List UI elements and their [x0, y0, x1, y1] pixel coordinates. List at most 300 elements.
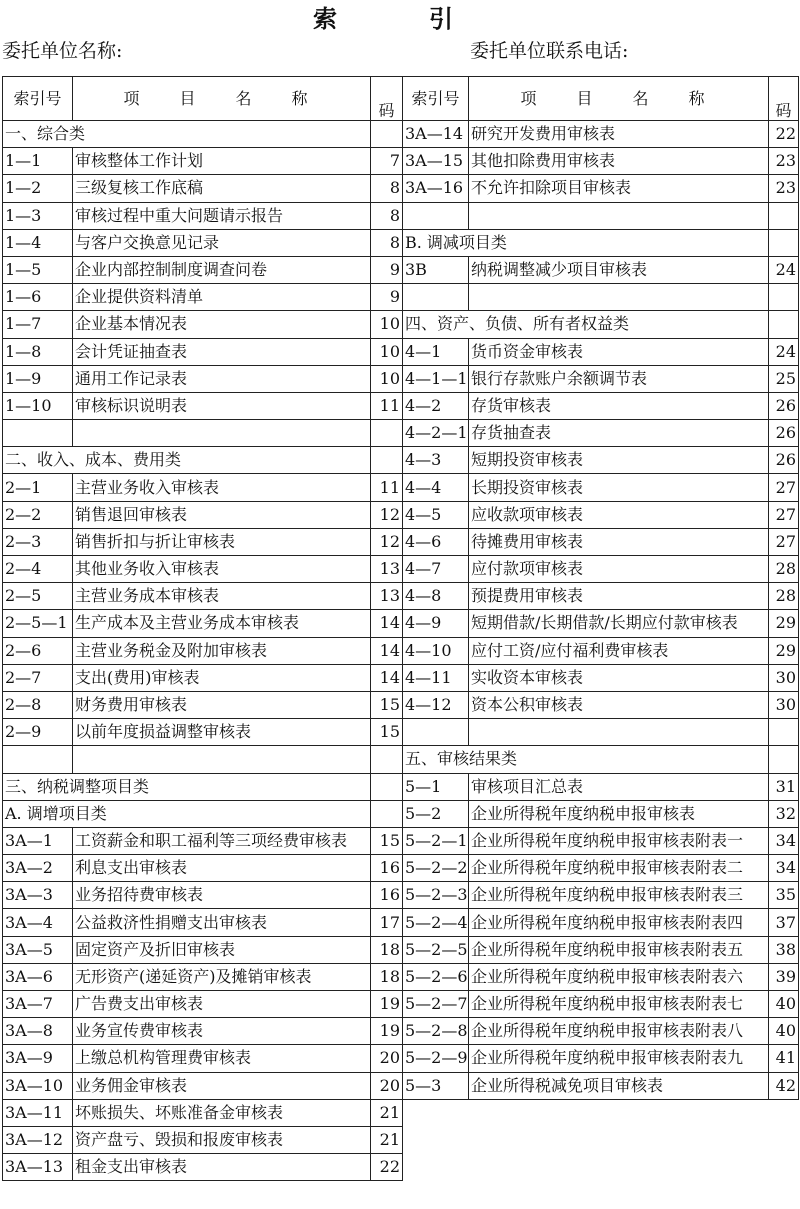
table-row — [3, 855, 403, 882]
table-row — [3, 936, 403, 963]
header-page: 码 — [371, 77, 403, 121]
item-name: 资产盘亏、毁损和报废审核表 — [73, 1126, 371, 1153]
section-heading: 四、资产、负债、所有者权益类 — [403, 311, 769, 338]
page-number: 39 — [769, 963, 799, 990]
table-row — [3, 963, 403, 990]
empty-row — [403, 719, 799, 746]
item-name: 企业所得税年度纳税申报审核表 — [469, 800, 769, 827]
page-number: 28 — [769, 583, 799, 610]
item-name: 纳税调整减少项目审核表 — [469, 256, 769, 283]
page-number: 24 — [769, 338, 799, 365]
page-number: 42 — [769, 1072, 799, 1099]
table-row — [3, 175, 403, 202]
page-number: 29 — [769, 610, 799, 637]
table-row — [403, 556, 799, 583]
page-number: 8 — [371, 175, 403, 202]
table-row — [3, 909, 403, 936]
index-code: 5—2—4 — [403, 909, 469, 936]
page-number: 38 — [769, 936, 799, 963]
table-row — [403, 1072, 799, 1099]
index-code: 4—2 — [403, 392, 469, 419]
item-name: 资本公积审核表 — [469, 691, 769, 718]
index-code: 2—9 — [3, 719, 73, 746]
item-name: 企业内部控制制度调查问卷 — [73, 256, 371, 283]
table-row — [403, 501, 799, 528]
table-row — [3, 991, 403, 1018]
table-row — [3, 1018, 403, 1045]
page-number: 7 — [371, 148, 403, 175]
index-code: 1—8 — [3, 338, 73, 365]
index-code: 4—6 — [403, 528, 469, 555]
section-row — [3, 121, 403, 148]
client-name-label: 委托单位名称: — [2, 40, 123, 62]
table-row — [3, 528, 403, 555]
index-code: 1—3 — [3, 202, 73, 229]
page-number: 16 — [371, 855, 403, 882]
section-row — [403, 746, 799, 773]
table-header-row — [403, 77, 799, 121]
index-code: 4—4 — [403, 474, 469, 501]
index-code: 3A—3 — [3, 882, 73, 909]
page-number: 13 — [371, 556, 403, 583]
page-number: 20 — [371, 1072, 403, 1099]
empty-cell — [403, 719, 469, 746]
item-name: 企业所得税年度纳税申报审核表附表六 — [469, 963, 769, 990]
item-name: 支出(费用)审核表 — [73, 664, 371, 691]
table-row — [3, 284, 403, 311]
table-row — [403, 583, 799, 610]
index-code: 1—2 — [3, 175, 73, 202]
item-name: 业务佣金审核表 — [73, 1072, 371, 1099]
index-code: 5—2—1 — [403, 827, 469, 854]
empty-cell — [371, 773, 403, 800]
page-number: 25 — [769, 365, 799, 392]
index-code: 5—2 — [403, 800, 469, 827]
index-code: 3A—1 — [3, 827, 73, 854]
header-name: 项 目 名 称 — [73, 77, 371, 121]
index-code: 5—2—6 — [403, 963, 469, 990]
empty-row — [403, 202, 799, 229]
index-code: 5—2—8 — [403, 1018, 469, 1045]
table-header-row — [3, 77, 403, 121]
index-code: 5—2—9 — [403, 1045, 469, 1072]
page-number: 24 — [769, 256, 799, 283]
item-name: 银行存款账户余额调节表 — [469, 365, 769, 392]
item-name: 应付款项审核表 — [469, 556, 769, 583]
table-row — [403, 1045, 799, 1072]
index-code: 1—9 — [3, 365, 73, 392]
index-code: 2—1 — [3, 474, 73, 501]
item-name: 其他扣除费用审核表 — [469, 148, 769, 175]
empty-cell — [469, 202, 769, 229]
index-code: 1—6 — [3, 284, 73, 311]
item-name: 企业所得税年度纳税申报审核表附表八 — [469, 1018, 769, 1045]
item-name: 业务宣传费审核表 — [73, 1018, 371, 1045]
table-row — [3, 1126, 403, 1153]
table-row — [3, 474, 403, 501]
index-code: 1—1 — [3, 148, 73, 175]
index-code: 2—7 — [3, 664, 73, 691]
index-code: 5—2—5 — [403, 936, 469, 963]
page-number: 34 — [769, 827, 799, 854]
index-code: 3A—15 — [403, 148, 469, 175]
item-name: 应收款项审核表 — [469, 501, 769, 528]
index-code: 1—5 — [3, 256, 73, 283]
index-code: 4—8 — [403, 583, 469, 610]
page-number: 18 — [371, 936, 403, 963]
index-code: 5—2—3 — [403, 882, 469, 909]
item-name: 审核整体工作计划 — [73, 148, 371, 175]
table-row — [3, 311, 403, 338]
page-number: 18 — [371, 963, 403, 990]
page-number: 8 — [371, 202, 403, 229]
index-code: 3A—6 — [3, 963, 73, 990]
index-code: 4—11 — [403, 664, 469, 691]
table-row — [403, 175, 799, 202]
table-row — [3, 1154, 403, 1181]
table-row — [403, 827, 799, 854]
table-row — [3, 827, 403, 854]
item-name: 主营业务成本审核表 — [73, 583, 371, 610]
page-number: 28 — [769, 556, 799, 583]
item-name: 上缴总机构管理费审核表 — [73, 1045, 371, 1072]
page-number: 9 — [371, 256, 403, 283]
item-name: 企业提供资料清单 — [73, 284, 371, 311]
page-number: 15 — [371, 719, 403, 746]
table-row — [3, 556, 403, 583]
index-code: 5—3 — [403, 1072, 469, 1099]
page-number: 15 — [371, 691, 403, 718]
item-name: 租金支出审核表 — [73, 1154, 371, 1181]
section-row — [3, 800, 403, 827]
page-number: 12 — [371, 501, 403, 528]
page-number: 21 — [371, 1099, 403, 1126]
item-name: 企业所得税年度纳税申报审核表附表七 — [469, 991, 769, 1018]
index-code: 3A—5 — [3, 936, 73, 963]
table-row — [3, 148, 403, 175]
table-row — [3, 1072, 403, 1099]
index-code: 4—7 — [403, 556, 469, 583]
item-name: 企业所得税年度纳税申报审核表附表五 — [469, 936, 769, 963]
index-code: 3A—8 — [3, 1018, 73, 1045]
empty-cell — [469, 284, 769, 311]
item-name: 会计凭证抽查表 — [73, 338, 371, 365]
page-number: 27 — [769, 474, 799, 501]
page-number: 16 — [371, 882, 403, 909]
index-code: 3A—9 — [3, 1045, 73, 1072]
table-row — [3, 229, 403, 256]
index-code: 2—8 — [3, 691, 73, 718]
item-name: 长期投资审核表 — [469, 474, 769, 501]
table-row — [403, 855, 799, 882]
item-name: 企业所得税年度纳税申报审核表附表九 — [469, 1045, 769, 1072]
item-name: 待摊费用审核表 — [469, 528, 769, 555]
page-number: 15 — [371, 827, 403, 854]
page-number: 26 — [769, 447, 799, 474]
page-number: 14 — [371, 637, 403, 664]
table-row — [3, 256, 403, 283]
section-heading: A. 调增项目类 — [3, 800, 371, 827]
item-name: 短期借款/长期借款/长期应付款审核表 — [469, 610, 769, 637]
empty-cell — [769, 746, 799, 773]
index-code: 4—3 — [403, 447, 469, 474]
page-number: 40 — [769, 1018, 799, 1045]
index-code: 3A—10 — [3, 1072, 73, 1099]
page-number: 29 — [769, 637, 799, 664]
page-number: 27 — [769, 501, 799, 528]
table-row — [403, 691, 799, 718]
item-name: 通用工作记录表 — [73, 365, 371, 392]
page-number: 19 — [371, 1018, 403, 1045]
index-code: 3A—11 — [3, 1099, 73, 1126]
header-code: 索引号 — [3, 77, 73, 121]
table-row — [403, 637, 799, 664]
empty-row — [3, 746, 403, 773]
table-row — [403, 528, 799, 555]
page-number: 17 — [371, 909, 403, 936]
index-code: 4—2—1 — [403, 420, 469, 447]
index-code: 5—1 — [403, 773, 469, 800]
index-code: 4—10 — [403, 637, 469, 664]
index-code: 4—1—1 — [403, 365, 469, 392]
item-name: 销售退回审核表 — [73, 501, 371, 528]
item-name: 企业所得税年度纳税申报审核表附表四 — [469, 909, 769, 936]
index-code: 3A—13 — [3, 1154, 73, 1181]
empty-cell — [769, 311, 799, 338]
section-row — [3, 447, 403, 474]
table-row — [3, 202, 403, 229]
section-row — [403, 229, 799, 256]
empty-cell — [371, 800, 403, 827]
empty-cell — [469, 719, 769, 746]
item-name: 工资薪金和职工福利等三项经费审核表 — [73, 827, 371, 854]
item-name: 预提费用审核表 — [469, 583, 769, 610]
table-row — [403, 148, 799, 175]
item-name: 实收资本审核表 — [469, 664, 769, 691]
table-row — [3, 882, 403, 909]
index-table-left — [2, 76, 403, 1181]
page-number: 30 — [769, 664, 799, 691]
page-number: 37 — [769, 909, 799, 936]
item-name: 其他业务收入审核表 — [73, 556, 371, 583]
page-number: 14 — [371, 664, 403, 691]
section-heading: 五、审核结果类 — [403, 746, 769, 773]
section-heading: 三、纳税调整项目类 — [3, 773, 371, 800]
page-number: 10 — [371, 365, 403, 392]
item-name: 三级复核工作底稿 — [73, 175, 371, 202]
item-name: 货币资金审核表 — [469, 338, 769, 365]
item-name: 生产成本及主营业务成本审核表 — [73, 610, 371, 637]
item-name: 审核标识说明表 — [73, 392, 371, 419]
page-number: 8 — [371, 229, 403, 256]
item-name: 主营业务收入审核表 — [73, 474, 371, 501]
table-row — [403, 256, 799, 283]
header-code: 索引号 — [403, 77, 469, 121]
table-row — [403, 664, 799, 691]
header-page: 码 — [769, 77, 799, 121]
index-code: 5—2—2 — [403, 855, 469, 882]
empty-cell — [3, 420, 73, 447]
index-code: 4—5 — [403, 501, 469, 528]
client-phone-label: 委托单位联系电话: — [470, 40, 629, 62]
page-number: 23 — [769, 148, 799, 175]
index-code: 4—9 — [403, 610, 469, 637]
table-row — [3, 583, 403, 610]
empty-cell — [3, 746, 73, 773]
page-title: 索 引 — [313, 5, 487, 33]
index-code: 2—3 — [3, 528, 73, 555]
empty-cell — [73, 420, 371, 447]
item-name: 企业所得税减免项目审核表 — [469, 1072, 769, 1099]
index-code: 2—2 — [3, 501, 73, 528]
index-code: 2—4 — [3, 556, 73, 583]
empty-cell — [769, 202, 799, 229]
table-row — [3, 719, 403, 746]
index-code: 5—2—7 — [403, 991, 469, 1018]
empty-cell — [371, 447, 403, 474]
item-name: 企业所得税年度纳税申报审核表附表一 — [469, 827, 769, 854]
index-code: 3A—7 — [3, 991, 73, 1018]
empty-row — [403, 284, 799, 311]
empty-cell — [371, 746, 403, 773]
table-row — [3, 338, 403, 365]
table-row — [3, 610, 403, 637]
table-row — [3, 664, 403, 691]
index-code: 3A—14 — [403, 121, 469, 148]
page-number: 26 — [769, 420, 799, 447]
page-number: 35 — [769, 882, 799, 909]
table-row — [403, 991, 799, 1018]
item-name: 短期投资审核表 — [469, 447, 769, 474]
table-row — [3, 501, 403, 528]
table-row — [403, 365, 799, 392]
index-code: 3B — [403, 256, 469, 283]
table-row — [403, 121, 799, 148]
page-number: 23 — [769, 175, 799, 202]
page-number: 31 — [769, 773, 799, 800]
index-code: 3A—2 — [3, 855, 73, 882]
table-row — [403, 610, 799, 637]
item-name: 业务招待费审核表 — [73, 882, 371, 909]
table-row — [403, 1018, 799, 1045]
page-number: 34 — [769, 855, 799, 882]
empty-cell — [769, 229, 799, 256]
item-name: 与客户交换意见记录 — [73, 229, 371, 256]
index-code: 1—7 — [3, 311, 73, 338]
empty-cell — [371, 121, 403, 148]
empty-row — [3, 420, 403, 447]
page-number: 20 — [371, 1045, 403, 1072]
empty-cell — [371, 420, 403, 447]
empty-cell — [403, 284, 469, 311]
table-row — [403, 420, 799, 447]
item-name: 固定资产及折旧审核表 — [73, 936, 371, 963]
table-row — [403, 474, 799, 501]
item-name: 公益救济性捐赠支出审核表 — [73, 909, 371, 936]
item-name: 存货审核表 — [469, 392, 769, 419]
index-code: 2—6 — [3, 637, 73, 664]
index-code: 3A—16 — [403, 175, 469, 202]
empty-cell — [73, 746, 371, 773]
section-heading: B. 调减项目类 — [403, 229, 769, 256]
table-row — [3, 365, 403, 392]
index-code: 2—5 — [3, 583, 73, 610]
table-row — [403, 338, 799, 365]
page-number: 10 — [371, 311, 403, 338]
page-number: 21 — [371, 1126, 403, 1153]
index-code: 4—1 — [403, 338, 469, 365]
item-name: 主营业务税金及附加审核表 — [73, 637, 371, 664]
index-code: 2—5—1 — [3, 610, 73, 637]
empty-cell — [403, 202, 469, 229]
section-heading: 一、综合类 — [3, 121, 371, 148]
index-code: 1—4 — [3, 229, 73, 256]
item-name: 坏账损失、坏账准备金审核表 — [73, 1099, 371, 1126]
table-row — [3, 691, 403, 718]
index-code: 4—12 — [403, 691, 469, 718]
item-name: 广告费支出审核表 — [73, 991, 371, 1018]
page-number: 22 — [371, 1154, 403, 1181]
page-number: 40 — [769, 991, 799, 1018]
item-name: 审核过程中重大问题请示报告 — [73, 202, 371, 229]
item-name: 销售折扣与折让审核表 — [73, 528, 371, 555]
item-name: 研究开发费用审核表 — [469, 121, 769, 148]
item-name: 企业所得税年度纳税申报审核表附表二 — [469, 855, 769, 882]
table-row — [3, 1099, 403, 1126]
page-number: 9 — [371, 284, 403, 311]
page-number: 11 — [371, 392, 403, 419]
item-name: 无形资产(递延资产)及摊销审核表 — [73, 963, 371, 990]
item-name: 以前年度损益调整审核表 — [73, 719, 371, 746]
item-name: 应付工资/应付福利费审核表 — [469, 637, 769, 664]
table-row — [403, 909, 799, 936]
item-name: 存货抽查表 — [469, 420, 769, 447]
item-name: 利息支出审核表 — [73, 855, 371, 882]
page-number: 11 — [371, 474, 403, 501]
index-code: 1—10 — [3, 392, 73, 419]
page-number: 13 — [371, 583, 403, 610]
page-number: 10 — [371, 338, 403, 365]
index-code: 3A—4 — [3, 909, 73, 936]
page-number: 22 — [769, 121, 799, 148]
page-number: 19 — [371, 991, 403, 1018]
page-number: 41 — [769, 1045, 799, 1072]
section-row — [3, 773, 403, 800]
item-name: 企业所得税年度纳税申报审核表附表三 — [469, 882, 769, 909]
page-number: 30 — [769, 691, 799, 718]
table-row — [403, 447, 799, 474]
index-code: 3A—12 — [3, 1126, 73, 1153]
section-heading: 二、收入、成本、费用类 — [3, 447, 371, 474]
page-number: 27 — [769, 528, 799, 555]
item-name: 不允许扣除项目审核表 — [469, 175, 769, 202]
table-row — [403, 963, 799, 990]
table-row — [3, 392, 403, 419]
table-row — [3, 1045, 403, 1072]
table-row — [403, 936, 799, 963]
page-number: 32 — [769, 800, 799, 827]
section-row — [403, 311, 799, 338]
table-row — [3, 637, 403, 664]
empty-cell — [769, 284, 799, 311]
item-name: 审核项目汇总表 — [469, 773, 769, 800]
item-name: 财务费用审核表 — [73, 691, 371, 718]
index-table-right — [402, 76, 799, 1100]
empty-cell — [769, 719, 799, 746]
page-number: 12 — [371, 528, 403, 555]
page-number: 14 — [371, 610, 403, 637]
item-name: 企业基本情况表 — [73, 311, 371, 338]
